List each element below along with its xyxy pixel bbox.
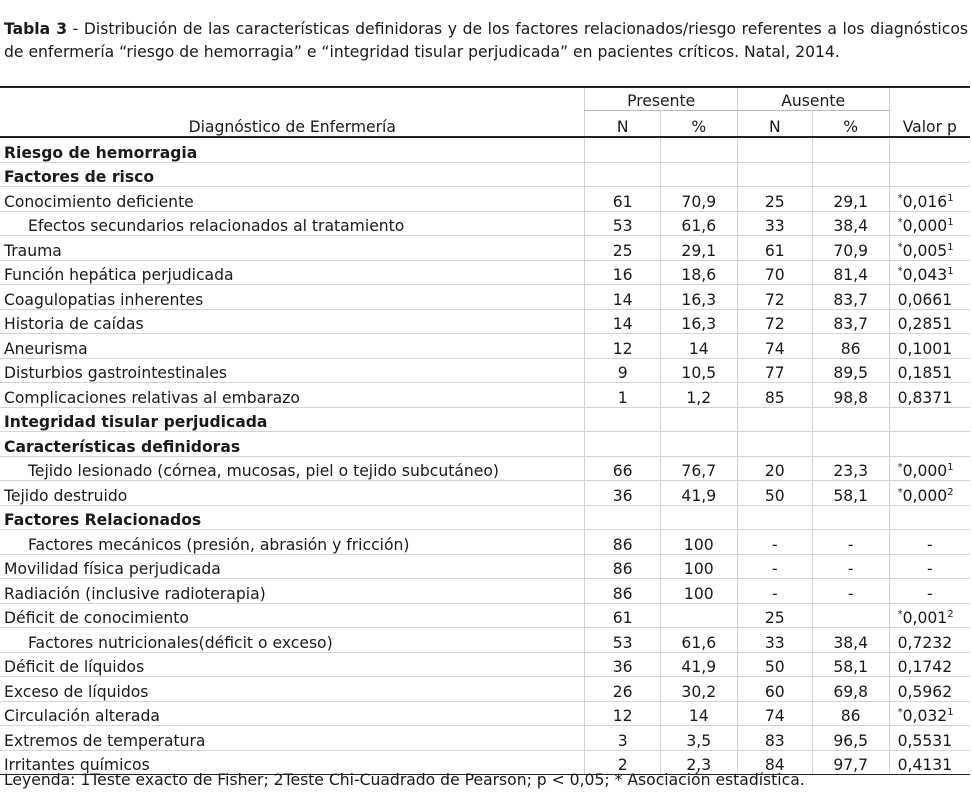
row-label: Radiación (inclusive radioterapia) bbox=[0, 579, 585, 604]
cell-n-ausente: 72 bbox=[737, 309, 812, 334]
test-footnote-marker: 2 bbox=[947, 486, 954, 498]
cell-n-ausente: 25 bbox=[737, 603, 812, 628]
header-empty-cell bbox=[889, 87, 970, 111]
cell-valor-p bbox=[889, 407, 970, 432]
cell-n-ausente: 33 bbox=[737, 211, 812, 236]
cell-n-presente: 25 bbox=[585, 236, 660, 261]
cell-n-ausente: 25 bbox=[737, 187, 812, 212]
p-value: - bbox=[926, 584, 933, 603]
p-value: 0,000 bbox=[902, 217, 948, 235]
cell-valor-p bbox=[889, 334, 970, 359]
row-label: Coagulopatias inherentes bbox=[0, 285, 585, 310]
cell-n-presente: 61 bbox=[585, 603, 660, 628]
row-label: Tejido destruido bbox=[0, 481, 585, 506]
cell-n-presente: 2 bbox=[585, 750, 660, 775]
cell-pct-presente: 61,6 bbox=[660, 628, 737, 653]
cell-n-presente: 12 bbox=[585, 701, 660, 726]
table-row bbox=[0, 432, 970, 457]
header-diagnostico: Diagnóstico de Enfermería bbox=[0, 111, 585, 138]
p-value: - bbox=[926, 535, 933, 554]
row-label: Trauma bbox=[0, 236, 585, 261]
row-label: Irritantes químicos bbox=[0, 750, 585, 775]
cell-pct-presente bbox=[660, 505, 737, 530]
header-valor-p: Valor p bbox=[889, 111, 970, 138]
cell-valor-p bbox=[889, 162, 970, 187]
cell-n-ausente: 61 bbox=[737, 236, 812, 261]
cell-pct-ausente bbox=[812, 432, 889, 457]
table-row bbox=[0, 309, 970, 334]
cell-pct-presente: 41,9 bbox=[660, 481, 737, 506]
cell-valor-p bbox=[889, 628, 970, 653]
cell-pct-ausente: 86 bbox=[812, 701, 889, 726]
cell-valor-p bbox=[889, 652, 970, 677]
cell-n-presente: 16 bbox=[585, 260, 660, 285]
cell-pct-ausente: 29,1 bbox=[812, 187, 889, 212]
table-row bbox=[0, 383, 970, 408]
significance-marker: * bbox=[897, 462, 903, 473]
row-label: Factores nutricionales(déficit o exceso) bbox=[0, 628, 585, 653]
cell-n-ausente: - bbox=[737, 579, 812, 604]
section-heading: Riesgo de hemorragia bbox=[0, 137, 585, 162]
p-value: 0,2851 bbox=[897, 315, 953, 333]
p-value: 0,7232 bbox=[897, 633, 953, 652]
cell-pct-ausente: 83,7 bbox=[812, 309, 889, 334]
table-row bbox=[0, 285, 970, 310]
cell-valor-p bbox=[889, 603, 970, 628]
row-label: Función hepática perjudicada bbox=[0, 260, 585, 285]
test-footnote-marker: 1 bbox=[947, 266, 954, 277]
table-row bbox=[0, 211, 970, 236]
cell-pct-presente: 14 bbox=[660, 701, 737, 726]
header-group-presente: Presente bbox=[585, 87, 737, 111]
cell-n-presente: 86 bbox=[585, 554, 660, 579]
row-label: Complicaciones relativas al embarazo bbox=[0, 383, 585, 408]
cell-n-ausente: - bbox=[737, 554, 812, 579]
p-value: 0,016 bbox=[902, 192, 948, 211]
cell-n-ausente: 85 bbox=[737, 383, 812, 408]
cell-pct-ausente: 69,8 bbox=[812, 677, 889, 702]
p-value: 0,1001 bbox=[897, 339, 953, 358]
p-value: 0,0661 bbox=[897, 290, 953, 309]
cell-pct-ausente: 97,7 bbox=[812, 750, 889, 775]
table-row bbox=[0, 603, 970, 628]
table-row bbox=[0, 358, 970, 383]
cell-pct-ausente: 38,4 bbox=[812, 211, 889, 236]
table-row bbox=[0, 530, 970, 555]
cell-valor-p bbox=[889, 383, 970, 408]
row-label: Factores mecánicos (presión, abrasión y fricción) bbox=[0, 530, 585, 555]
cell-n-presente: 9 bbox=[585, 358, 660, 383]
table-row bbox=[0, 334, 970, 359]
test-footnote-marker: 2 bbox=[947, 609, 954, 620]
header-pct-ausente: % bbox=[812, 111, 889, 138]
row-label: Efectos secundarios relacionados al tratamiento bbox=[0, 211, 585, 236]
cell-pct-presente: 41,9 bbox=[660, 652, 737, 677]
cell-n-presente: 66 bbox=[585, 456, 660, 481]
test-footnote-marker: 1 bbox=[947, 707, 954, 718]
table-row bbox=[0, 407, 970, 432]
table-row bbox=[0, 236, 970, 261]
p-value: 0,1851 bbox=[897, 364, 953, 382]
cell-n-presente: 86 bbox=[585, 579, 660, 604]
cell-pct-presente bbox=[660, 603, 737, 628]
cell-pct-presente: 30,2 bbox=[660, 677, 737, 702]
cell-valor-p bbox=[889, 579, 970, 604]
table-row bbox=[0, 628, 970, 653]
cell-n-presente: 53 bbox=[585, 628, 660, 653]
cell-valor-p bbox=[889, 505, 970, 530]
cell-pct-presente: 61,6 bbox=[660, 211, 737, 236]
cell-n-ausente: 20 bbox=[737, 456, 812, 481]
cell-valor-p bbox=[889, 530, 970, 555]
cell-n-ausente bbox=[737, 407, 812, 432]
test-footnote-marker: 1 bbox=[947, 217, 954, 228]
cell-valor-p bbox=[889, 554, 970, 579]
p-value: 0,000 bbox=[902, 462, 948, 480]
cell-n-ausente: 33 bbox=[737, 628, 812, 653]
cell-pct-presente: 16,3 bbox=[660, 285, 737, 310]
cell-valor-p bbox=[889, 137, 970, 162]
table-row bbox=[0, 652, 970, 677]
table-row bbox=[0, 579, 970, 604]
header-n-ausente: N bbox=[737, 111, 812, 138]
section-heading: Factores Relacionados bbox=[0, 505, 585, 530]
cell-pct-ausente bbox=[812, 137, 889, 162]
cell-valor-p bbox=[889, 260, 970, 285]
table-row bbox=[0, 456, 970, 481]
cell-pct-ausente: 58,1 bbox=[812, 652, 889, 677]
cell-valor-p bbox=[889, 726, 970, 751]
cell-pct-ausente: 58,1 bbox=[812, 481, 889, 506]
cell-n-presente bbox=[585, 407, 660, 432]
table-row bbox=[0, 677, 970, 702]
cell-n-ausente bbox=[737, 505, 812, 530]
cell-pct-presente: 100 bbox=[660, 554, 737, 579]
section-heading: Características definidoras bbox=[0, 432, 585, 457]
cell-valor-p bbox=[889, 481, 970, 506]
cell-pct-ausente: - bbox=[812, 530, 889, 555]
row-label: Déficit de conocimiento bbox=[0, 603, 585, 628]
header-empty-cell bbox=[0, 87, 585, 111]
cell-pct-presente: 29,1 bbox=[660, 236, 737, 261]
cell-n-presente bbox=[585, 162, 660, 187]
table-row bbox=[0, 260, 970, 285]
row-label: Aneurisma bbox=[0, 334, 585, 359]
table-row bbox=[0, 554, 970, 579]
p-value: 0,4131 bbox=[897, 756, 953, 774]
test-footnote-marker: 1 bbox=[947, 462, 954, 473]
cell-n-presente: 36 bbox=[585, 481, 660, 506]
cell-pct-presente: 10,5 bbox=[660, 358, 737, 383]
section-heading: Integridad tisular perjudicada bbox=[0, 407, 585, 432]
cell-n-presente bbox=[585, 505, 660, 530]
row-label: Extremos de temperatura bbox=[0, 726, 585, 751]
cell-n-ausente: 50 bbox=[737, 481, 812, 506]
cell-n-ausente: 72 bbox=[737, 285, 812, 310]
table-row bbox=[0, 187, 970, 212]
cell-pct-ausente bbox=[812, 505, 889, 530]
significance-marker: * bbox=[897, 486, 903, 498]
cell-n-presente: 14 bbox=[585, 309, 660, 334]
table-row bbox=[0, 137, 970, 162]
cell-n-ausente: 70 bbox=[737, 260, 812, 285]
cell-pct-ausente: - bbox=[812, 579, 889, 604]
cell-pct-ausente bbox=[812, 603, 889, 628]
cell-n-ausente: 83 bbox=[737, 726, 812, 751]
cell-pct-ausente: 83,7 bbox=[812, 285, 889, 310]
cell-n-ausente: 77 bbox=[737, 358, 812, 383]
row-label: Tejido lesionado (córnea, mucosas, piel o tejido subcutáneo) bbox=[0, 456, 585, 481]
p-value: 0,005 bbox=[902, 241, 948, 260]
cell-n-ausente: 60 bbox=[737, 677, 812, 702]
table-row bbox=[0, 505, 970, 530]
table-legend: Leyenda: 1Teste exacto de Fisher; 2Teste Chi-Cuadrado de Pearson; p < 0,05; * Asociación estadística. bbox=[4, 771, 805, 789]
cell-n-presente: 61 bbox=[585, 187, 660, 212]
cell-pct-ausente: 81,4 bbox=[812, 260, 889, 285]
cell-n-presente: 3 bbox=[585, 726, 660, 751]
row-label: Historia de caídas bbox=[0, 309, 585, 334]
table-row bbox=[0, 481, 970, 506]
cell-pct-presente bbox=[660, 432, 737, 457]
cell-n-presente: 86 bbox=[585, 530, 660, 555]
cell-valor-p bbox=[889, 309, 970, 334]
p-value: 0,000 bbox=[902, 486, 948, 505]
cell-pct-ausente bbox=[812, 162, 889, 187]
cell-valor-p bbox=[889, 677, 970, 702]
cell-n-ausente bbox=[737, 162, 812, 187]
cell-pct-presente: 100 bbox=[660, 579, 737, 604]
significance-marker: * bbox=[897, 192, 903, 204]
header-row-columns bbox=[0, 111, 970, 138]
cell-n-presente: 53 bbox=[585, 211, 660, 236]
cell-pct-presente: 14 bbox=[660, 334, 737, 359]
significance-marker: * bbox=[897, 707, 903, 718]
cell-pct-ausente: 98,8 bbox=[812, 383, 889, 408]
table-caption-label: Tabla 3 bbox=[4, 20, 68, 38]
row-label: Déficit de líquidos bbox=[0, 652, 585, 677]
cell-n-ausente bbox=[737, 432, 812, 457]
significance-marker: * bbox=[897, 217, 903, 228]
cell-valor-p bbox=[889, 750, 970, 775]
cell-valor-p bbox=[889, 432, 970, 457]
row-label: Disturbios gastrointestinales bbox=[0, 358, 585, 383]
p-value: 0,032 bbox=[902, 707, 948, 725]
data-table bbox=[0, 86, 970, 775]
cell-pct-presente: 70,9 bbox=[660, 187, 737, 212]
cell-pct-ausente: 86 bbox=[812, 334, 889, 359]
row-label: Exceso de líquidos bbox=[0, 677, 585, 702]
test-footnote-marker: 1 bbox=[947, 192, 954, 204]
cell-pct-ausente: 96,5 bbox=[812, 726, 889, 751]
cell-n-ausente: 84 bbox=[737, 750, 812, 775]
row-label: Conocimiento deficiente bbox=[0, 187, 585, 212]
row-label: Movilidad física perjudicada bbox=[0, 554, 585, 579]
p-value: 0,5531 bbox=[897, 731, 953, 750]
cell-pct-presente: 3,5 bbox=[660, 726, 737, 751]
cell-n-presente bbox=[585, 432, 660, 457]
cell-pct-ausente: 23,3 bbox=[812, 456, 889, 481]
cell-pct-ausente bbox=[812, 407, 889, 432]
significance-marker: * bbox=[897, 241, 903, 253]
cell-valor-p bbox=[889, 358, 970, 383]
table-row bbox=[0, 701, 970, 726]
cell-pct-presente bbox=[660, 137, 737, 162]
p-value: 0,8371 bbox=[897, 388, 953, 407]
cell-n-ausente bbox=[737, 137, 812, 162]
significance-marker: * bbox=[897, 266, 903, 277]
cell-pct-presente: 100 bbox=[660, 530, 737, 555]
cell-n-ausente: 74 bbox=[737, 334, 812, 359]
table-caption-text: - Distribución de las características definidoras y de los factores relacionados/riesgo referentes a los diagnósticos de enfermería “riesgo de hemorragia” e “integridad tisular perjudicada” en pacientes críticos. Natal, 2014. bbox=[4, 20, 968, 61]
cell-pct-ausente: 38,4 bbox=[812, 628, 889, 653]
cell-valor-p bbox=[889, 236, 970, 261]
section-heading: Factores de risco bbox=[0, 162, 585, 187]
p-value: 0,5962 bbox=[897, 682, 953, 701]
cell-n-presente: 1 bbox=[585, 383, 660, 408]
cell-n-presente bbox=[585, 137, 660, 162]
p-value: - bbox=[926, 560, 933, 578]
cell-pct-presente: 2,3 bbox=[660, 750, 737, 775]
cell-pct-ausente: 89,5 bbox=[812, 358, 889, 383]
cell-valor-p bbox=[889, 187, 970, 212]
cell-n-presente: 36 bbox=[585, 652, 660, 677]
header-group-ausente: Ausente bbox=[737, 87, 889, 111]
cell-valor-p bbox=[889, 701, 970, 726]
cell-n-ausente: - bbox=[737, 530, 812, 555]
table-body bbox=[0, 137, 970, 775]
p-value: 0,001 bbox=[902, 609, 948, 627]
p-value: 0,1742 bbox=[897, 658, 953, 676]
cell-n-ausente: 74 bbox=[737, 701, 812, 726]
table-row bbox=[0, 162, 970, 187]
cell-pct-ausente: 70,9 bbox=[812, 236, 889, 261]
cell-pct-presente: 1,2 bbox=[660, 383, 737, 408]
cell-valor-p bbox=[889, 285, 970, 310]
p-value: 0,043 bbox=[902, 266, 948, 284]
header-row-groups bbox=[0, 87, 970, 111]
table-row bbox=[0, 726, 970, 751]
cell-pct-presente: 16,3 bbox=[660, 309, 737, 334]
cell-valor-p bbox=[889, 211, 970, 236]
significance-marker: * bbox=[897, 609, 903, 620]
row-label: Circulación alterada bbox=[0, 701, 585, 726]
cell-valor-p bbox=[889, 456, 970, 481]
cell-n-presente: 12 bbox=[585, 334, 660, 359]
cell-n-ausente: 50 bbox=[737, 652, 812, 677]
header-n-presente: N bbox=[585, 111, 660, 138]
cell-pct-ausente: - bbox=[812, 554, 889, 579]
cell-n-presente: 14 bbox=[585, 285, 660, 310]
header-pct-presente: % bbox=[660, 111, 737, 138]
cell-n-presente: 26 bbox=[585, 677, 660, 702]
cell-pct-presente: 18,6 bbox=[660, 260, 737, 285]
test-footnote-marker: 1 bbox=[947, 241, 954, 253]
cell-pct-presente bbox=[660, 162, 737, 187]
table-caption bbox=[4, 18, 968, 64]
cell-pct-presente: 76,7 bbox=[660, 456, 737, 481]
cell-pct-presente bbox=[660, 407, 737, 432]
